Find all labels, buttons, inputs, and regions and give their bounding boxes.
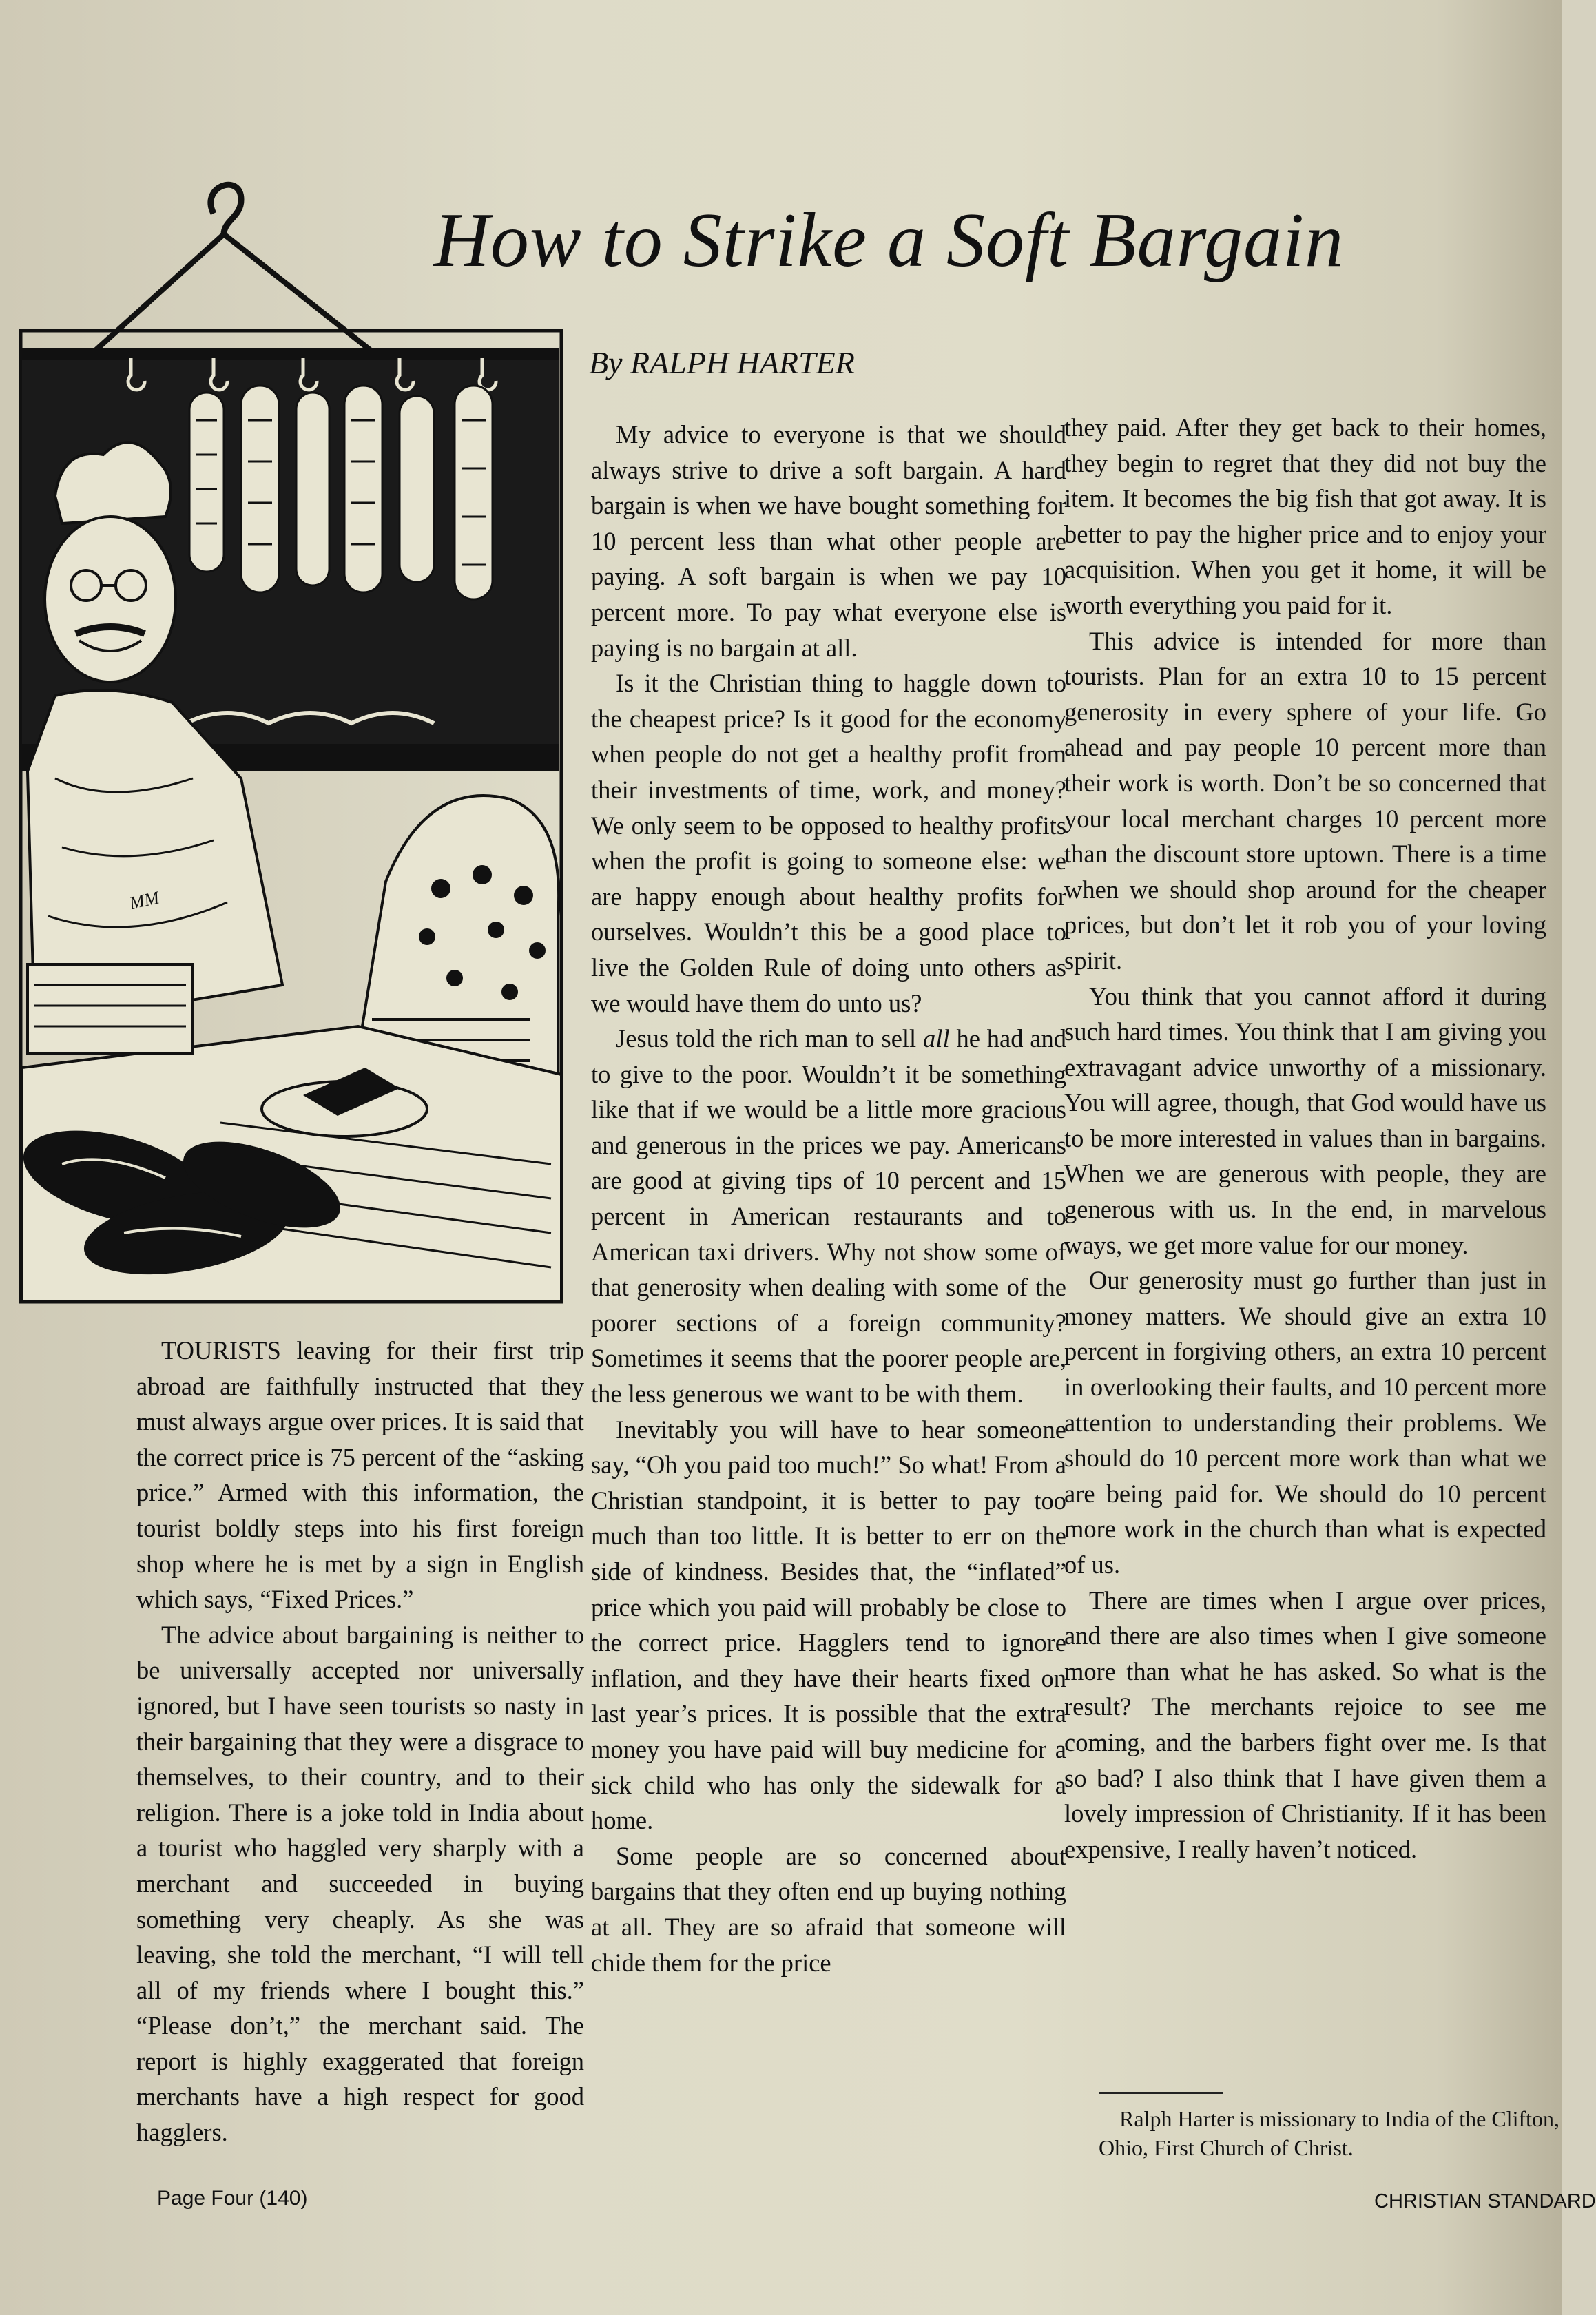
- paragraph: You think that you cannot afford it during such hard times. You think that I am giving you extravagant advice unworthy of a missionary. You will agree, though, that God would have us to be more interested in values than in bargains. When we are generous with people, they are generous with us. In the end, in marvelous ways, we get more value for our money.: [1064, 982, 1546, 1259]
- text-run: he had and to give to the poor. Wouldn’t it be something like that if we would be a little more gracious and generous in the prices we pay. Americans are good at giving tips of 10 percent and 15 percent in American restaurants and to American taxi drivers. Why not show some of that generosity when dealing with some of the poorer sections of a foreign community? Sometimes it seems that the poorer people are, the less generous we want to be with them.: [591, 1024, 1066, 1409]
- article-title: How to Strike a Soft Bargain: [434, 198, 1345, 283]
- paragraph: There are times when I argue over prices, and there are also times when I give someone more than what he has asked. So what is the result? The merchants rejoice to see me coming, and the barbers fight over me. Is that so bad? I also think that I have given them a lovely impression of Christianity. If it has been expensive, I really haven’t noticed.: [1064, 1586, 1546, 1863]
- article-column-2: [591, 417, 1066, 1980]
- paragraph: Is it the Christian thing to haggle down to the cheapest price? Is it good for the economy when people do not get a healthy profit from their investments of time, work, and money? We only seem to be opposed to healthy profits when the profit is going to someone else: we are happy enough about healthy profits for ourselves. Wouldn’t this be a good place to live the Golden Rule of doing unto others as we would have them do unto us?: [591, 669, 1066, 1017]
- page-number: Page Four (140): [157, 2187, 308, 2210]
- paragraph: they paid. After they get back to their homes, they begin to regret that they did not buy the item. It becomes the big fish that got away. It is better to pay the higher price and to enjoy your acquisition. When you get it home, it will be worth everything you paid for it.: [1064, 413, 1546, 619]
- paragraph: [591, 1021, 1066, 1412]
- magazine-name: CHRISTIAN STANDARD: [1374, 2190, 1596, 2212]
- text-run: Jesus told the rich man to sell: [616, 1024, 924, 1053]
- article-column-1: [136, 1333, 584, 2150]
- paragraph: Inevitably you will have to hear someone say, “Oh you paid too much!” So what! From a Christian standpoint, it is better to pay too much than too little. It is better to err on the side of kindness. Besides that, the “inflated” price which you paid will probably be close to the correct price. Hagglers tend to ignore inflation, and they have their hearts fixed on last year’s prices. It is possible that the extra money you have paid will buy medicine for a sick child who has only the sidewalk for a home.: [591, 1415, 1066, 1835]
- paragraph: Some people are so concerned about bargains that they often end up buying nothing at all. They are so afraid that someone will chide them for the price: [591, 1841, 1066, 1977]
- emphasis: all: [923, 1024, 950, 1053]
- paragraph: The advice about bargaining is neither to be universally accepted nor universally ignored, but I have seen tourists so nasty in their bargaining that they were a disgrace to themselves, to their country, and to their religion. There is a joke told in India about a tourist who haggled very sharply with a merchant and succeeded in buying something very cheaply. As she was leaving, she told the merchant, “I will tell all of my friends where I bought this.” “Please don’t,” the merchant said. The report is highly exaggerated that foreign merchants have a high respect for good hagglers.: [136, 1620, 584, 2147]
- paragraph: This advice is intended for more than tourists. Plan for an extra 10 to 15 percent generosity in every sphere of your life. Go ahead and pay people 10 percent more than their work is worth. Don’t be so concerned that your local merchant charges 10 percent more than the discount store uptown. There is a time when we should shop around for the cheaper prices, but don’t let it rob you of your loving spirit.: [1064, 626, 1546, 975]
- author-footnote: Ralph Harter is missionary to India of the Clifton, Ohio, First Church of Christ.: [1099, 2106, 1559, 2160]
- svg-text:MM: MM: [127, 887, 161, 913]
- article-column-3: [1064, 410, 1546, 1867]
- footnote-divider: [1099, 2092, 1223, 2094]
- butcher-shop-illustration: [14, 158, 572, 1309]
- paragraph: My advice to everyone is that we should always strive to drive a soft bargain. A hard bargain is when we have bought something for 10 percent less than what other people are paying. A soft bargain is when we pay 10 percent more. To pay what everyone else is paying is no bargain at all.: [591, 420, 1066, 662]
- paragraph: Our generosity must go further than just in money matters. We should give an extra 10 percent in forgiving others, an extra 10 percent in overlooking their faults, and 10 percent more attention to understanding their problems. We should do 10 percent more work than what we are being paid for. We should do 10 percent more work in the church than what is expected of us.: [1064, 1266, 1546, 1579]
- byline: By RALPH HARTER: [589, 345, 855, 380]
- paragraph: TOURISTS leaving for their first trip abroad are faithfully instructed that they must always argue over prices. It is said that the correct price is 75 percent of the “asking price.” Armed with this information, the tourist boldly steps into his first foreign shop where he is met by a sign in English which says, “Fixed Prices.”: [136, 1336, 584, 1614]
